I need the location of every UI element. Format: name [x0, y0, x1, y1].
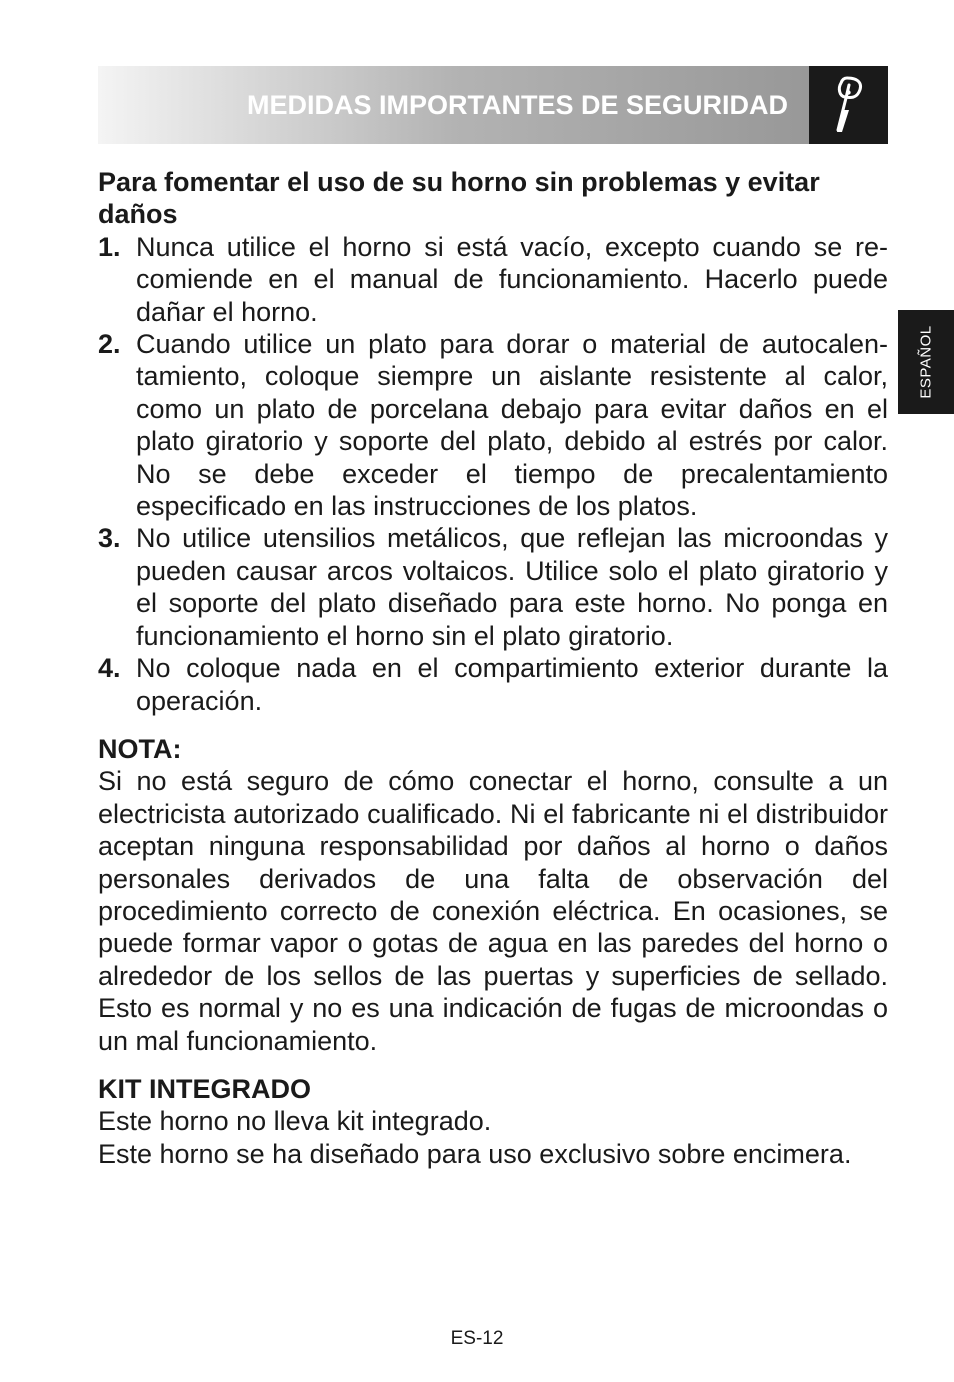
page-title: MEDIDAS IMPORTANTES DE SEGURIDAD: [246, 90, 788, 120]
section-header-banner: [98, 66, 888, 144]
list-item-text: Nunca utilice el horno si está vacío, excepto cuando se recomiende en el manual de funcionamiento. Hacerlo puede dañar el horno.: [136, 231, 888, 327]
list-item: [98, 231, 888, 328]
list-item: [98, 522, 888, 652]
list-item-number: 4.: [98, 653, 121, 684]
safety-list: [98, 231, 888, 717]
warning-icon-box: [809, 66, 888, 144]
section-heading-usage: Para fomentar el uso de su horno sin problemas y evitar daños: [98, 167, 820, 230]
page-number: ES-12: [450, 1328, 504, 1349]
list-item-text: Cuando utilice un plato para dorar o material de autocalentamiento, coloque siempre un aislante resistente al calor, como un plato de porcelana debajo para evitar daños en el plato giratorio y soporte del plato, debido al estrés por calor. No se debe exceder el tiempo de precalentamiento especificado en las instrucciones de los platos.: [136, 329, 888, 522]
note-heading: NOTA:: [98, 733, 182, 764]
list-item-number: 3.: [98, 523, 121, 554]
main-content: [98, 166, 888, 1170]
language-tab-label: ESPAÑOL: [917, 325, 935, 399]
kit-text-line-1: Este horno no lleva kit integrado.: [98, 1106, 492, 1137]
list-item: [98, 328, 888, 522]
list-item: [98, 652, 888, 717]
list-item-number: 1.: [98, 231, 121, 262]
note-text: Si no está seguro de cómo conectar el horno, consulte a un electricista autorizado cualificado. Ni el fabricante ni el distribuidor aceptan ninguna responsabilidad por daños al horno o daños personales derivados de una falta de observación del procedimiento correcto de conexión eléctrica. En ocasiones, se puede formar vapor o gotas de agua en las paredes del horno o alrededor de los sellos de las puertas y superficies de sellado. Esto es normal y no es una indicación de fugas de microondas o un mal funcionamiento.: [98, 766, 888, 1056]
language-tab: [898, 310, 954, 414]
warning-exclamation-icon: [829, 74, 869, 136]
list-item-text: No coloque nada en el compartimiento exterior durante la operación.: [136, 653, 888, 716]
list-item-text: No utilice utensilios metálicos, que reflejan las microondas y pueden causar arcos voltaicos. Utilice solo el plato giratorio y el soporte del plato diseñado para este horno. No ponga en funcionamiento el horno sin el plato giratorio.: [136, 523, 888, 651]
list-item-number: 2.: [98, 329, 121, 360]
kit-text-line-2: Este horno se ha diseñado para uso exclusivo sobre encimera.: [98, 1138, 852, 1169]
kit-heading: KIT INTEGRADO: [98, 1073, 311, 1104]
